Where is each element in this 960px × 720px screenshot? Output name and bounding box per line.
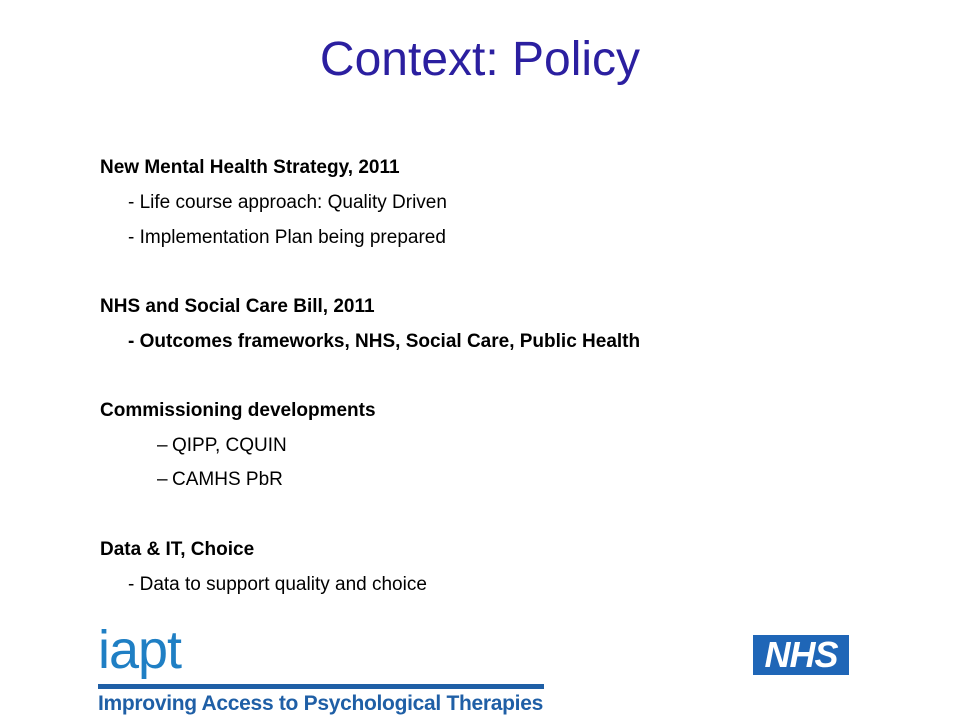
iapt-logo — [98, 620, 544, 716]
bullet-qipp-cquin — [157, 434, 287, 458]
bullet-life-course: - Life course approach: Quality Driven — [128, 192, 447, 213]
iapt-logo-tagline: Improving Access to Psychological Therapies — [98, 692, 543, 715]
bullet-implementation-plan: - Implementation Plan being prepared — [128, 227, 446, 248]
section-heading-data-it: Data & IT, Choice — [100, 539, 255, 560]
dash-marker: – — [157, 469, 168, 490]
section-heading-nhs-bill: NHS and Social Care Bill, 2011 — [100, 296, 375, 317]
nhs-logo: NHS — [753, 635, 849, 675]
slide-title: Context: Policy — [319, 33, 641, 86]
iapt-logo-word: iapt — [98, 620, 182, 680]
bullet-data-support: - Data to support quality and choice — [128, 574, 427, 595]
bullet-qipp-cquin-text: QIPP, CQUIN — [172, 435, 287, 456]
bullet-camhs-pbr-text: CAMHS PbR — [172, 469, 283, 490]
dash-marker: – — [157, 435, 168, 456]
iapt-logo-underline — [98, 684, 544, 690]
section-heading-commissioning: Commissioning developments — [100, 400, 376, 421]
bullet-camhs-pbr — [157, 468, 283, 492]
bullet-outcomes-frameworks: - Outcomes frameworks, NHS, Social Care, Public Health — [128, 331, 641, 352]
section-heading-mental-health-strategy: New Mental Health Strategy, 2011 — [100, 157, 400, 178]
